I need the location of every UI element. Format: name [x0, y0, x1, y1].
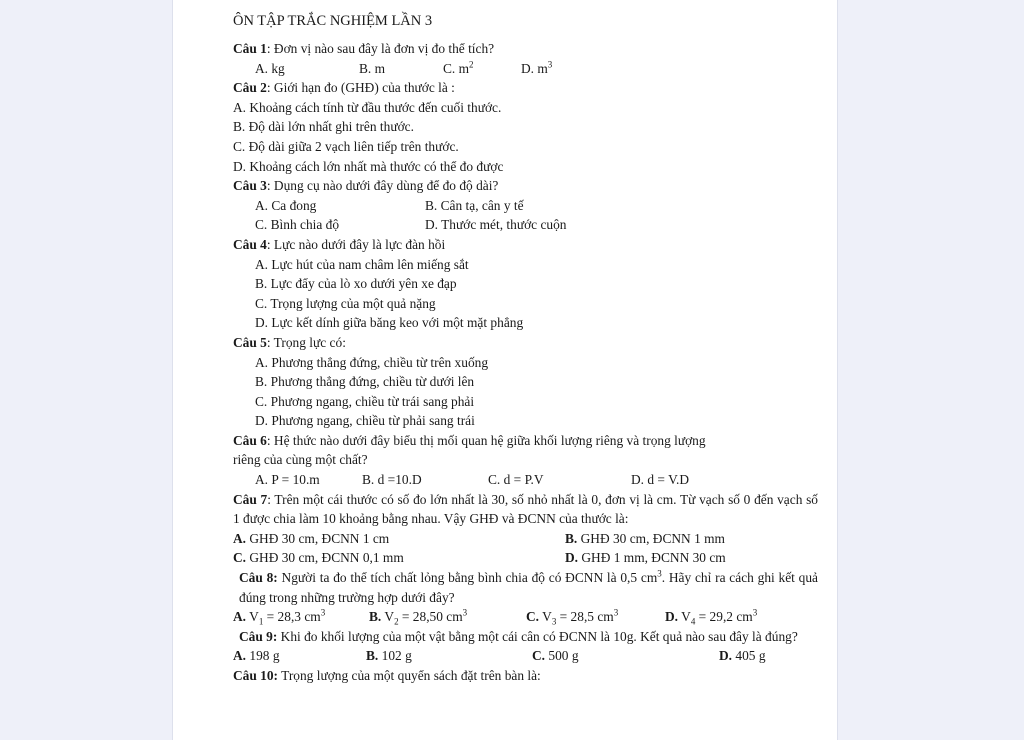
question-1 — [233, 39, 818, 59]
document-page — [172, 0, 838, 740]
option-c: C. Bình chia độ — [255, 217, 340, 233]
option-a: A. P = 10.m — [255, 472, 320, 488]
question-8-options — [233, 607, 818, 627]
option-d: D. $m^3$ — [521, 59, 553, 76]
option-a: A. Ca đong — [255, 197, 317, 213]
option-c: C. 500 g — [532, 648, 579, 664]
question-label: Câu 9: — [239, 628, 278, 644]
question-10 — [233, 666, 818, 686]
question-8 — [233, 568, 818, 607]
page-title: ÔN TẬP TRẮC NGHIỆM LẦN 3 — [233, 13, 433, 29]
question-7 — [233, 490, 818, 529]
question-label: Câu 3 — [233, 178, 267, 194]
option-c: C. $m^2$ — [443, 59, 474, 76]
option-c: C. $V_3 = 28,5$ $cm^3$ — [526, 607, 619, 627]
option-b: B. Lực đẩy của lò xo dưới yên xe đạp — [255, 276, 457, 292]
option-d: D. $V_4 = 29,2$ $cm^3$ — [665, 607, 758, 627]
question-label: Câu 7 — [233, 491, 268, 507]
question-label: Câu 4 — [233, 236, 267, 252]
question-label: Câu 6 — [233, 432, 267, 448]
question-text: : Giới hạn đo (GHĐ) của thước là : — [266, 80, 455, 96]
question-text: Khi đo khối lượng của một vật bằng một cái cân có ĐCNN là 10g. Kết quả nào sau đây là đúng? — [277, 628, 798, 644]
option-a: A. Khoảng cách tính từ đầu thước đến cuối thước. — [233, 99, 502, 115]
question-6-options — [233, 470, 818, 490]
question-5 — [233, 333, 818, 353]
question-text: : Trên một cái thước có số đo lớn nhất là 30, số nhỏ nhất là 0, đơn vị là cm. Từ vạch số 0 đến vạch số 1 được chia làm 10 khoảng bằng nhau. Vậy GHĐ và ĐCNN của thước là: — [233, 491, 818, 527]
question-text: Trọng lượng của một quyển sách đặt trên bàn là: — [278, 668, 541, 683]
question-text: : Trọng lực có: — [266, 334, 346, 350]
question-2 — [233, 78, 818, 98]
question-label: Câu 1 — [233, 41, 267, 56]
question-6-text-continued: riêng của cùng một chất? — [233, 452, 368, 468]
question-9-options — [233, 646, 818, 666]
option-b: B. GHĐ 30 cm, ĐCNN 1 mm — [565, 530, 725, 546]
option-b: B. Cân tạ, cân y tế — [425, 197, 524, 213]
option-d: D. d = V.D — [631, 472, 690, 488]
option-b: B. $V_2 = 28,50$ $cm^3$ — [369, 607, 468, 627]
option-b: B. d =10.D — [362, 472, 422, 488]
option-a: A. Lực hút của nam châm lên miếng sắt — [255, 256, 469, 272]
option-a: A. 198 g — [233, 648, 280, 664]
question-3-options-row1 — [233, 196, 818, 216]
option-b: B. Độ dài lớn nhất ghi trên thước. — [233, 119, 414, 135]
option-d: D. Phương ngang, chiều từ phải sang trái — [255, 413, 475, 429]
question-1-options — [233, 59, 818, 79]
question-7-options-row2 — [233, 548, 818, 568]
option-d: D. GHĐ 1 mm, ĐCNN 30 cm — [565, 550, 726, 566]
question-label: Câu 8: — [239, 570, 278, 586]
question-text: Người ta đo thể tích chất lỏng bằng bình chia độ có ĐCNN là 0,5 $cm^3$. Hãy chỉ ra cách ghi kết quả đúng trong những trường hợp dưới đây? — [239, 568, 818, 605]
option-d: D. Khoảng cách lớn nhất mà thước có thể đo được — [233, 158, 504, 174]
question-text: : Hệ thức nào dưới đây biểu thị mối quan hệ giữa khối lượng riêng và trọng lượng — [266, 432, 706, 448]
option-b: B. Phương thẳng đứng, chiều từ dưới lên — [255, 374, 475, 390]
document-content — [233, 10, 818, 686]
question-3 — [233, 176, 818, 196]
option-a: A. kg — [255, 60, 285, 76]
question-text: : Lực nào dưới đây là lực đàn hồi — [266, 236, 446, 252]
question-text: : Dụng cụ nào dưới đây dùng để đo độ dài? — [266, 178, 499, 194]
question-3-options-row2 — [233, 215, 818, 235]
option-b: B. m — [359, 60, 386, 76]
option-c: C. Độ dài giữa 2 vạch liên tiếp trên thước. — [233, 138, 459, 154]
question-4 — [233, 235, 818, 255]
question-label: Câu 5 — [233, 334, 267, 350]
option-a: A. GHĐ 30 cm, ĐCNN 1 cm — [233, 530, 390, 546]
question-7-options-row1 — [233, 529, 818, 549]
option-c: C. d = P.V — [488, 472, 544, 488]
option-d: D. Thước mét, thước cuộn — [425, 217, 567, 233]
question-label: Câu 10: — [233, 668, 279, 683]
option-a: A. $V_1 = 28,3$ $cm^3$ — [233, 607, 326, 627]
question-text: : Đơn vị nào sau đây là đơn vị đo thể tích? — [266, 41, 495, 56]
question-label: Câu 2 — [233, 80, 267, 96]
question-6 — [233, 431, 818, 451]
question-9 — [233, 627, 818, 647]
option-a: A. Phương thẳng đứng, chiều từ trên xuống — [255, 354, 489, 370]
option-c: C. GHĐ 30 cm, ĐCNN 0,1 mm — [233, 550, 404, 566]
option-d: D. Lực kết dính giữa băng keo với một mặt phẳng — [255, 315, 524, 331]
option-d: D. 405 g — [719, 648, 766, 664]
option-b: B. 102 g — [366, 648, 412, 664]
option-c: C. Trọng lượng của một quả nặng — [255, 295, 436, 311]
option-c: C. Phương ngang, chiều từ trái sang phải — [255, 393, 475, 409]
